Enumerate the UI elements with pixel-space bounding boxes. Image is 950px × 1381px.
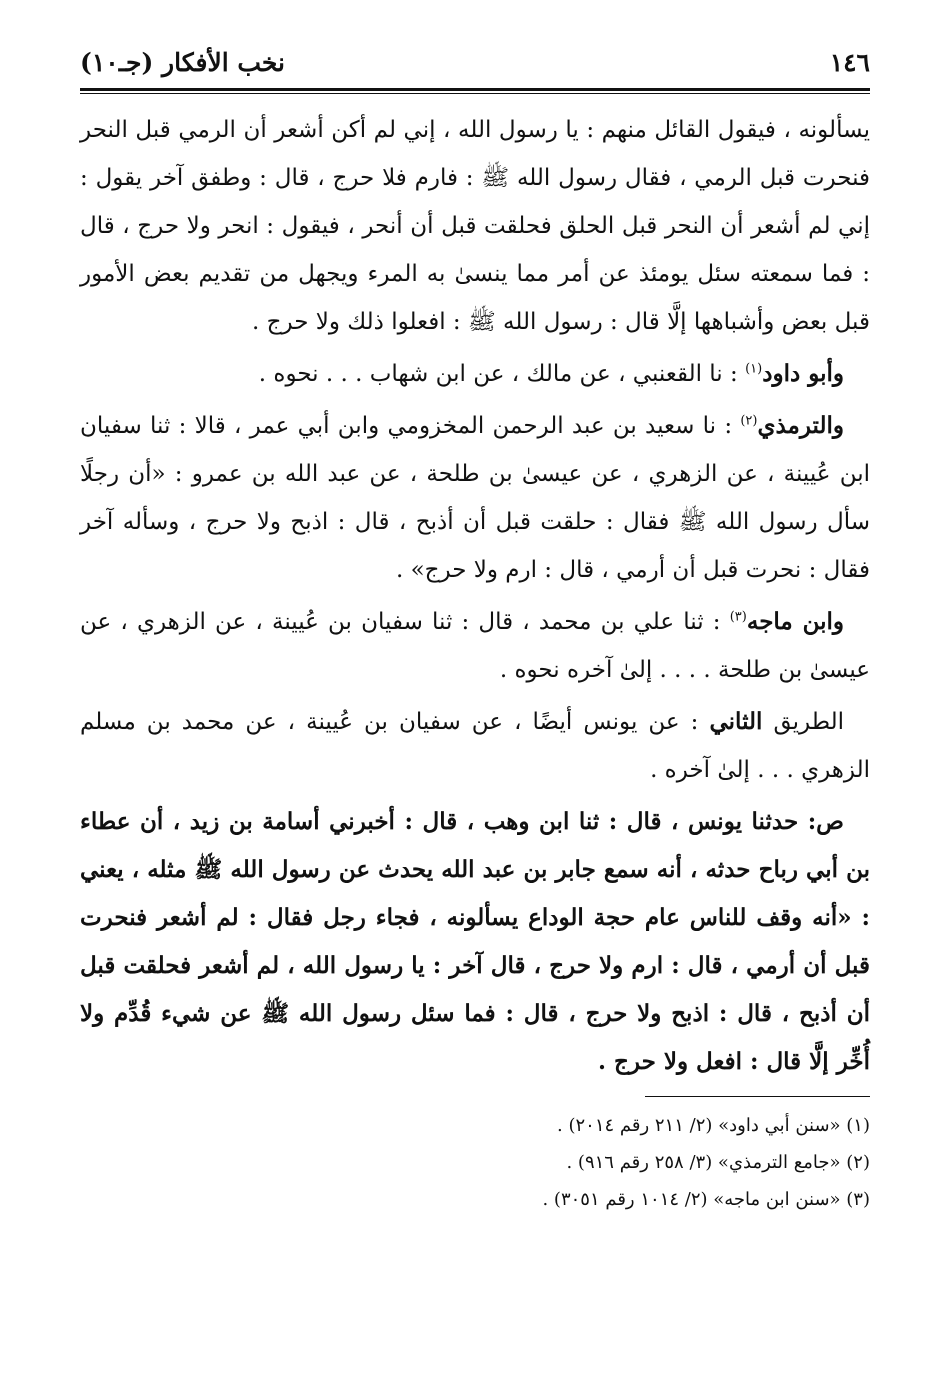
paragraph-text: ص: حدثنا يونس ، قال : ثنا ابن وهب ، قال : أخبرني أسامة بن زيد ، أن عطاء بن أبي رباح حدثه ، أنه سمع جابر بن عبد الله يحدث عن رسول الله ﷺ مثله ، يعني : «أنه وقف للناس عام حجة الوداع يسألونه ، فجاء رجل فقال : لم أشعر فنحرت قبل أن أرمي ، قال : ارم ولا حرج ، قال آخر : يا رسول الله ، لم أشعر فحلقت قبل أن أذبح ، قال : اذبح ولا حرج ، قال : فما سئل رسول الله ﷺ عن شيء قُدِّم ولا أُخِّر إلَّا قال : افعل ولا حرج . bbox=[80, 808, 870, 1075]
paragraph-abu-dawud bbox=[80, 350, 870, 398]
book-title: نخب الأفكار (جـ١٠) bbox=[80, 48, 286, 77]
footnotes bbox=[80, 1107, 870, 1218]
paragraph-tirmidhi bbox=[80, 402, 870, 594]
paragraph-lead: وابن ماجه bbox=[746, 608, 844, 635]
paragraph-text: : ثنا علي بن محمد ، قال : ثنا سفيان بن عُيينة ، عن الزهري ، عن عيسىٰ بن طلحة . . . . إلىٰ آخره نحوه . bbox=[80, 609, 870, 683]
paragraph-continuation bbox=[80, 106, 870, 346]
footnote-marker: (٣) bbox=[729, 609, 747, 625]
paragraph-pre: الطريق bbox=[762, 709, 844, 735]
paragraph-second-path bbox=[80, 698, 870, 794]
page-number: ١٤٦ bbox=[829, 48, 870, 77]
footnote-marker: (١) bbox=[745, 361, 763, 377]
footnote-item: (١) «سنن أبي داود» (٢/ ٢١١ رقم ٢٠١٤) . bbox=[557, 1115, 870, 1136]
page-header bbox=[80, 44, 870, 84]
paragraph-lead: الثاني bbox=[709, 708, 763, 735]
paragraph-text: : عن يونس أيضًا ، عن سفيان بن عُيينة ، عن محمد بن مسلم الزهري . . . إلىٰ آخره . bbox=[80, 709, 870, 783]
paragraph-text: : نا القعنبي ، عن مالك ، عن ابن شهاب . . . نحوه . bbox=[258, 361, 746, 387]
paragraph-lead: والترمذي bbox=[757, 412, 844, 439]
page-body bbox=[80, 106, 870, 1086]
paragraph-text: يسألونه ، فيقول القائل منهم : يا رسول الله ، إني لم أكن أشعر أن الرمي قبل النحر فنحرت قبل الرمي ، فقال رسول الله ﷺ : فارم فلا حرج ، قال : وطفق آخر يقول : إني لم أشعر أن النحر قبل الحلق فحلقت قبل أن أنحر ، فيقول : انحر ولا حرج ، قال : فما سمعته سئل يومئذ عن أمر مما ينسىٰ به المرء ويجهل من تقديم بعض الأمور قبل بعض وأشباهها إلَّا قال : رسول الله ﷺ : افعلوا ذلك ولا حرج . bbox=[80, 117, 870, 335]
paragraph-text: : نا سعيد بن عبد الرحمن المخزومي وابن أبي عمر ، قالا : ثنا سفيان ابن عُيينة ، عن الزهري ، عن عيسىٰ بن طلحة ، عن عبد الله بن عمرو : «أن رجلًا سأل رسول الله ﷺ فقال : حلقت قبل أن أذبح ، قال : اذبح ولا حرج ، وسأله آخر فقال : نحرت قبل أن أرمي ، قال : ارم ولا حرج» . bbox=[80, 413, 870, 583]
paragraph-main-text bbox=[80, 798, 870, 1086]
footnote-item: (٣) «سنن ابن ماجه» (٢/ ١٠١٤ رقم ٣٠٥١) . bbox=[542, 1189, 870, 1210]
paragraph-ibn-majah bbox=[80, 598, 870, 694]
footnote-separator bbox=[645, 1096, 870, 1097]
footnote-marker: (٢) bbox=[740, 413, 758, 429]
footnote-item: (٢) «جامع الترمذي» (٣/ ٢٥٨ رقم ٩١٦) . bbox=[566, 1152, 870, 1173]
document-page bbox=[80, 44, 870, 1218]
paragraph-lead: وأبو داود bbox=[762, 360, 844, 387]
header-rule bbox=[80, 88, 870, 94]
